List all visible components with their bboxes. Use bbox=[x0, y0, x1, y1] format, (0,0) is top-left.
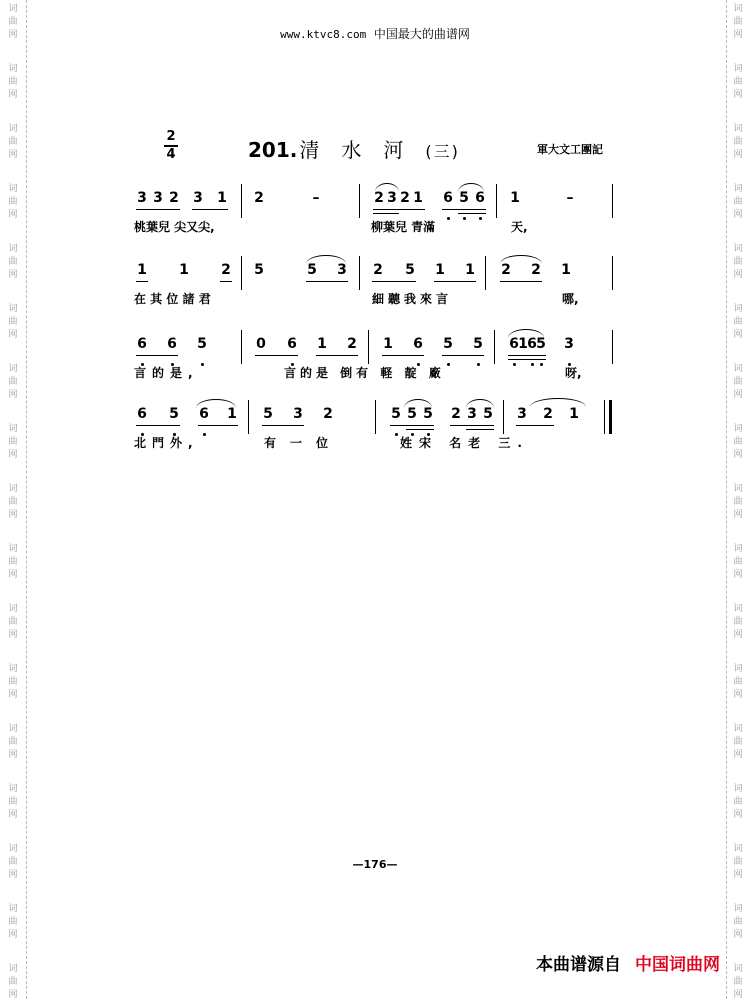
watermark-char: 曲 bbox=[733, 617, 743, 627]
note: 5 bbox=[536, 336, 546, 352]
watermark-char: 网 bbox=[733, 390, 743, 400]
watermark-char: 网 bbox=[733, 90, 743, 100]
song-credit: 軍大文工團記 bbox=[537, 143, 603, 156]
watermark-char: 网 bbox=[733, 450, 743, 460]
watermark-char: 词 bbox=[8, 784, 18, 794]
note: 5 bbox=[407, 406, 417, 422]
watermark-char: 词 bbox=[8, 64, 18, 74]
beam bbox=[516, 425, 554, 426]
song-name: 清水河 bbox=[299, 138, 426, 162]
watermark-char: 词 bbox=[733, 604, 743, 614]
beam bbox=[255, 355, 298, 356]
watermark-char: 曲 bbox=[8, 797, 18, 807]
watermark-char: 词 bbox=[8, 124, 18, 134]
watermark-char: 曲 bbox=[733, 557, 743, 567]
watermark-char: 网 bbox=[8, 390, 18, 400]
octave-dot bbox=[477, 363, 480, 366]
lyric-line: 言的是, bbox=[134, 366, 199, 380]
watermark-char: 网 bbox=[733, 630, 743, 640]
note: 1 bbox=[518, 336, 528, 352]
watermark-char: 网 bbox=[733, 330, 743, 340]
octave-dot bbox=[513, 363, 516, 366]
watermark-char: 词 bbox=[733, 904, 743, 914]
lyric-line: 哪, bbox=[562, 292, 579, 306]
barline bbox=[503, 400, 504, 434]
barline bbox=[485, 256, 486, 290]
song-title bbox=[248, 134, 460, 163]
note: 6 bbox=[509, 336, 519, 352]
note: 2 bbox=[169, 190, 179, 206]
watermark-char: 网 bbox=[8, 990, 18, 1000]
watermark-char: 词 bbox=[8, 244, 18, 254]
watermark-char: 词 bbox=[733, 304, 743, 314]
note: 5 bbox=[391, 406, 401, 422]
watermark-char: 网 bbox=[733, 270, 743, 280]
note: – bbox=[312, 190, 320, 206]
barline bbox=[612, 330, 613, 364]
watermark-char: 词 bbox=[733, 784, 743, 794]
barline bbox=[612, 256, 613, 290]
beam bbox=[136, 281, 148, 282]
note: 5 bbox=[443, 336, 453, 352]
barline bbox=[241, 184, 242, 218]
watermark-char: 曲 bbox=[8, 977, 18, 987]
footer-label: 本曲谱源自 bbox=[536, 955, 621, 975]
watermark-char: 词 bbox=[8, 544, 18, 554]
watermark-char: 词 bbox=[733, 184, 743, 194]
note: 2 bbox=[531, 262, 541, 278]
watermark-char: 词 bbox=[8, 904, 18, 914]
watermark-char: 词 bbox=[733, 124, 743, 134]
watermark-char: 词 bbox=[733, 964, 743, 974]
note: 6 bbox=[527, 336, 537, 352]
octave-dot bbox=[395, 433, 398, 436]
octave-dot bbox=[531, 363, 534, 366]
footer-brand-link[interactable]: 中国词曲网 bbox=[635, 955, 720, 975]
lyric-line: 柳葉兒 青滿 bbox=[371, 220, 436, 234]
note: 1 bbox=[435, 262, 445, 278]
watermark-char: 网 bbox=[733, 510, 743, 520]
note: 1 bbox=[561, 262, 571, 278]
note: 2 bbox=[501, 262, 511, 278]
note: 2 bbox=[347, 336, 357, 352]
watermark-char: 网 bbox=[733, 810, 743, 820]
watermark-char: 网 bbox=[733, 750, 743, 760]
note: 2 bbox=[221, 262, 231, 278]
octave-dot bbox=[447, 217, 450, 220]
watermark-char: 网 bbox=[733, 150, 743, 160]
watermark-char: 词 bbox=[733, 64, 743, 74]
note: 5 bbox=[405, 262, 415, 278]
watermark-char: 网 bbox=[733, 210, 743, 220]
watermark-char: 曲 bbox=[8, 557, 18, 567]
note: 2 bbox=[451, 406, 461, 422]
watermark-char: 曲 bbox=[733, 497, 743, 507]
song-part: (三) bbox=[425, 142, 460, 161]
watermark-char: 曲 bbox=[733, 857, 743, 867]
beam bbox=[458, 213, 486, 214]
watermark-char: 曲 bbox=[8, 137, 18, 147]
beam bbox=[382, 355, 424, 356]
watermark-char: 网 bbox=[8, 150, 18, 160]
note: 3 bbox=[517, 406, 527, 422]
beam bbox=[508, 355, 546, 356]
left-margin-line bbox=[26, 0, 27, 999]
watermark-char: 网 bbox=[8, 750, 18, 760]
note: 5 bbox=[473, 336, 483, 352]
watermark-char: 曲 bbox=[733, 137, 743, 147]
watermark-char: 词 bbox=[733, 364, 743, 374]
note: 1 bbox=[137, 262, 147, 278]
barline bbox=[241, 256, 242, 290]
note: 1 bbox=[179, 262, 189, 278]
site-name: 中国最大的曲谱网 bbox=[373, 27, 470, 41]
watermark-char: 网 bbox=[8, 450, 18, 460]
note: 3 bbox=[387, 190, 397, 206]
beam bbox=[500, 281, 542, 282]
watermark-char: 词 bbox=[8, 4, 18, 14]
beam bbox=[434, 281, 476, 282]
note: 0 bbox=[256, 336, 266, 352]
watermark-char: 词 bbox=[733, 724, 743, 734]
note: 5 bbox=[263, 406, 273, 422]
barline bbox=[496, 184, 497, 218]
note: 3 bbox=[153, 190, 163, 206]
watermark-char: 曲 bbox=[8, 17, 18, 27]
note: 2 bbox=[373, 262, 383, 278]
note: 1 bbox=[317, 336, 327, 352]
watermark-char: 词 bbox=[8, 184, 18, 194]
note: 6 bbox=[199, 406, 209, 422]
note: 5 bbox=[423, 406, 433, 422]
note: 6 bbox=[413, 336, 423, 352]
lyric-line: 姓宋 名老 三. bbox=[400, 436, 529, 450]
site-url[interactable]: www.ktvc8.com bbox=[280, 28, 367, 41]
note: 6 bbox=[137, 406, 147, 422]
watermark-char: 曲 bbox=[733, 677, 743, 687]
watermark-char: 曲 bbox=[8, 317, 18, 327]
lyric-line: 有一位 bbox=[264, 436, 343, 450]
lyric-line: 呀, bbox=[565, 366, 582, 380]
barline bbox=[359, 184, 360, 218]
watermark-char: 曲 bbox=[8, 437, 18, 447]
watermark-char: 曲 bbox=[8, 737, 18, 747]
watermark-char: 网 bbox=[733, 990, 743, 1000]
watermark-char: 网 bbox=[8, 330, 18, 340]
watermark-char: 曲 bbox=[8, 377, 18, 387]
note: 5 bbox=[483, 406, 493, 422]
beam bbox=[373, 213, 399, 214]
beam bbox=[262, 425, 304, 426]
note: 1 bbox=[569, 406, 579, 422]
watermark-char: 词 bbox=[733, 844, 743, 854]
watermark-char: 网 bbox=[8, 510, 18, 520]
watermark-char: 网 bbox=[8, 270, 18, 280]
octave-dot bbox=[201, 363, 204, 366]
beam bbox=[372, 281, 416, 282]
barline bbox=[248, 400, 249, 434]
beam bbox=[406, 429, 434, 430]
note: 1 bbox=[510, 190, 520, 206]
watermark-char: 曲 bbox=[733, 77, 743, 87]
octave-dot bbox=[540, 363, 543, 366]
time-signature bbox=[164, 130, 178, 162]
watermark-char: 网 bbox=[8, 870, 18, 880]
note: 6 bbox=[287, 336, 297, 352]
lyric-line: 在 其 位 諸 君 bbox=[134, 292, 211, 306]
watermark-char: 词 bbox=[733, 664, 743, 674]
watermark-char: 曲 bbox=[8, 617, 18, 627]
beam bbox=[136, 209, 180, 210]
note: 6 bbox=[137, 336, 147, 352]
beam bbox=[220, 281, 232, 282]
watermark-char: 曲 bbox=[733, 197, 743, 207]
lyric-line: 北門外, bbox=[134, 436, 199, 450]
barline bbox=[604, 400, 605, 434]
beam bbox=[306, 281, 348, 282]
watermark-char: 词 bbox=[8, 424, 18, 434]
note: 1 bbox=[227, 406, 237, 422]
time-signature-top: 2 bbox=[166, 129, 176, 144]
watermark-char: 曲 bbox=[733, 317, 743, 327]
watermark-char: 词 bbox=[8, 844, 18, 854]
note: 3 bbox=[293, 406, 303, 422]
lyric-line: 桃葉兒 尖又尖, bbox=[134, 220, 215, 234]
note: 3 bbox=[467, 406, 477, 422]
watermark-char: 曲 bbox=[8, 917, 18, 927]
barline bbox=[375, 400, 376, 434]
octave-dot bbox=[203, 433, 206, 436]
final-barline bbox=[609, 400, 612, 434]
note: 1 bbox=[465, 262, 475, 278]
watermark-char: 词 bbox=[8, 484, 18, 494]
barline bbox=[359, 256, 360, 290]
note: 1 bbox=[413, 190, 423, 206]
watermark-char: 网 bbox=[733, 30, 743, 40]
watermark-char: 曲 bbox=[8, 677, 18, 687]
note: 3 bbox=[564, 336, 574, 352]
note: 5 bbox=[307, 262, 317, 278]
watermark-char: 词 bbox=[733, 244, 743, 254]
beam bbox=[136, 425, 180, 426]
barline bbox=[494, 330, 495, 364]
watermark-char: 词 bbox=[8, 604, 18, 614]
note: 5 bbox=[254, 262, 264, 278]
watermark-char: 网 bbox=[8, 570, 18, 580]
note: 2 bbox=[374, 190, 384, 206]
watermark-char: 词 bbox=[8, 304, 18, 314]
note: 1 bbox=[383, 336, 393, 352]
watermark-char: 网 bbox=[733, 690, 743, 700]
watermark-char: 网 bbox=[8, 30, 18, 40]
barline bbox=[368, 330, 369, 364]
lyric-line: 細聽我來言 bbox=[372, 292, 453, 306]
watermark-char: 词 bbox=[733, 544, 743, 554]
watermark-char: 曲 bbox=[733, 737, 743, 747]
note: 2 bbox=[400, 190, 410, 206]
page-header bbox=[0, 25, 750, 42]
watermark-char: 词 bbox=[733, 424, 743, 434]
watermark-char: 曲 bbox=[733, 917, 743, 927]
note: 5 bbox=[169, 406, 179, 422]
watermark-char: 词 bbox=[8, 964, 18, 974]
beam bbox=[136, 355, 178, 356]
beam bbox=[450, 425, 494, 426]
beam bbox=[508, 359, 546, 360]
octave-dot bbox=[463, 217, 466, 220]
beam bbox=[442, 209, 486, 210]
beam bbox=[390, 425, 434, 426]
watermark-char: 网 bbox=[733, 870, 743, 880]
note: 5 bbox=[459, 190, 469, 206]
beam bbox=[373, 209, 425, 210]
watermark-char: 曲 bbox=[733, 17, 743, 27]
watermark-char: 曲 bbox=[8, 77, 18, 87]
note: 3 bbox=[193, 190, 203, 206]
watermark-char: 网 bbox=[8, 690, 18, 700]
note: 2 bbox=[543, 406, 553, 422]
watermark-char: 网 bbox=[8, 90, 18, 100]
note: 5 bbox=[197, 336, 207, 352]
right-margin-line bbox=[726, 0, 727, 999]
watermark-char: 曲 bbox=[733, 437, 743, 447]
watermark-char: 曲 bbox=[733, 797, 743, 807]
beam bbox=[442, 355, 484, 356]
octave-dot bbox=[479, 217, 482, 220]
lyric-line: 天, bbox=[511, 220, 528, 234]
watermark-char: 网 bbox=[733, 570, 743, 580]
watermark-char: 曲 bbox=[8, 257, 18, 267]
page-number: —176— bbox=[352, 858, 398, 871]
watermark-char: 网 bbox=[8, 210, 18, 220]
watermark-char: 网 bbox=[8, 930, 18, 940]
watermark-char: 词 bbox=[8, 364, 18, 374]
note: 2 bbox=[254, 190, 264, 206]
watermark-char: 网 bbox=[733, 930, 743, 940]
watermark-char: 词 bbox=[733, 484, 743, 494]
watermark-char: 词 bbox=[8, 664, 18, 674]
note: 3 bbox=[137, 190, 147, 206]
watermark-char: 曲 bbox=[8, 497, 18, 507]
note: – bbox=[566, 190, 574, 206]
note: 2 bbox=[323, 406, 333, 422]
footer-source bbox=[536, 950, 720, 975]
barline bbox=[612, 184, 613, 218]
note: 3 bbox=[337, 262, 347, 278]
barline bbox=[241, 330, 242, 364]
note: 6 bbox=[475, 190, 485, 206]
time-signature-bottom: 4 bbox=[166, 147, 176, 162]
octave-dot bbox=[447, 363, 450, 366]
note: 1 bbox=[217, 190, 227, 206]
watermark-char: 词 bbox=[8, 724, 18, 734]
beam bbox=[192, 209, 228, 210]
note: 6 bbox=[167, 336, 177, 352]
watermark-char: 曲 bbox=[8, 857, 18, 867]
beam bbox=[316, 355, 358, 356]
watermark-char: 网 bbox=[8, 810, 18, 820]
left-watermark-column bbox=[6, 0, 20, 999]
lyric-line: 言的是 倒有 軽 靛 廠 bbox=[284, 366, 445, 380]
right-watermark-column bbox=[731, 0, 745, 999]
note: 6 bbox=[443, 190, 453, 206]
watermark-char: 词 bbox=[733, 4, 743, 14]
watermark-char: 网 bbox=[8, 630, 18, 640]
beam bbox=[198, 425, 238, 426]
beam bbox=[466, 429, 494, 430]
song-number: 201. bbox=[248, 138, 298, 162]
watermark-char: 曲 bbox=[733, 377, 743, 387]
watermark-char: 曲 bbox=[733, 257, 743, 267]
watermark-char: 曲 bbox=[8, 197, 18, 207]
watermark-char: 曲 bbox=[733, 977, 743, 987]
